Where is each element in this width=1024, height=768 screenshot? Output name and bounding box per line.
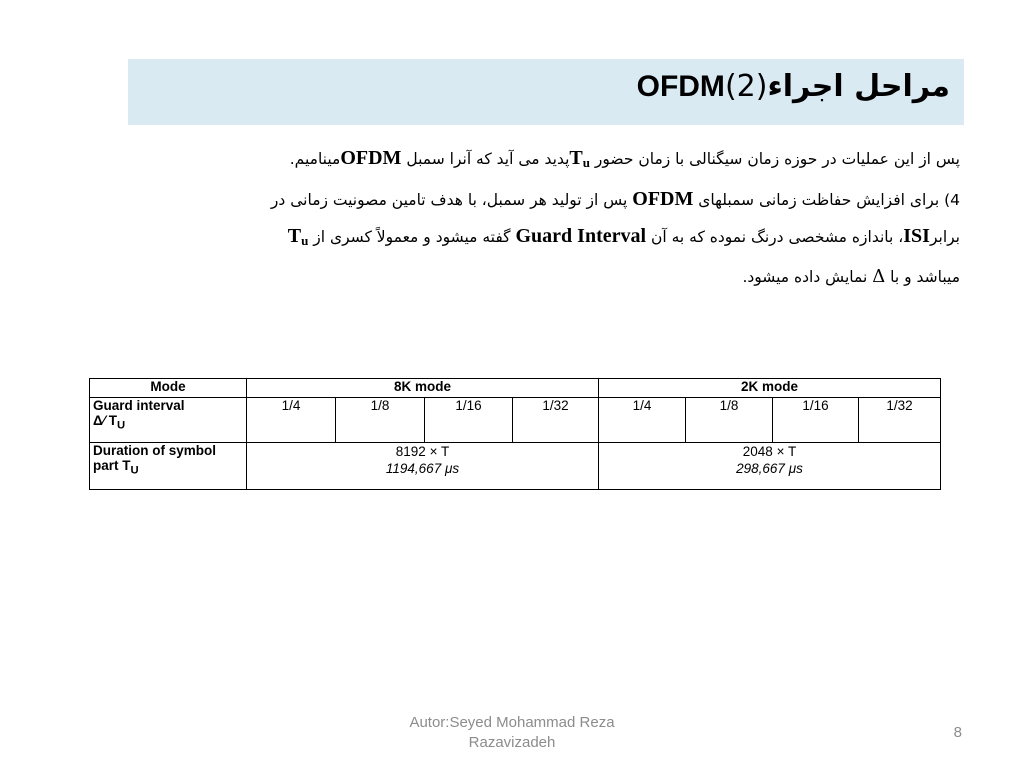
body-line-3 — [52, 218, 960, 259]
text-segment: پس از تولید هر سمبل، با هدف تامین مصونیت زمانی در — [270, 191, 633, 209]
title-fa: مراحل اجراء — [767, 69, 950, 104]
header-2k: 2K mode — [599, 379, 941, 398]
dur-2k — [599, 443, 941, 490]
body-text — [52, 140, 960, 295]
text-segment: میباشد و با — [885, 268, 960, 286]
page-number: 8 — [953, 724, 962, 741]
gi-label-formula: Δ⁄ T — [93, 413, 117, 428]
gi-label-sub: U — [116, 419, 126, 432]
gi-2k-3: 1/16 — [773, 398, 859, 443]
guard-interval-term: Guard Interval — [515, 225, 647, 247]
tu-symbol: T — [569, 147, 583, 169]
dur-2k-samples: 2048 × T — [742, 444, 797, 459]
text-segment: گفته میشود و معمولاً کسری از — [308, 228, 516, 246]
gi-label-line1: Guard interval — [93, 398, 185, 413]
body-line-2 — [52, 181, 960, 218]
table-header-row — [90, 379, 941, 398]
table-row — [90, 398, 941, 443]
text-segment: پس از این عملیات در حوزه زمان سیگنالی با زمان حضور — [589, 150, 960, 168]
text-segment: نمایش داده میشود. — [742, 268, 873, 286]
dur-8k — [247, 443, 599, 490]
footer-author: Autor:Seyed Mohammad Reza Razavizadeh — [409, 714, 615, 751]
text-segment: 4) برای افزایش حفاظت زمانی سمبلهای — [693, 191, 960, 209]
title-ofdm: OFDM — [636, 70, 725, 103]
dur-8k-samples: 8192 × T — [395, 444, 450, 459]
dur-label-sub: U — [130, 464, 139, 477]
slide-title — [637, 69, 950, 104]
gi-8k-3: 1/16 — [425, 398, 513, 443]
isi-term: ISI — [903, 225, 930, 247]
gi-8k-1: 1/4 — [247, 398, 336, 443]
text-segment: برابر — [929, 228, 960, 246]
delta-symbol: Δ — [872, 266, 886, 287]
header-mode: Mode — [90, 379, 247, 398]
body-line-1 — [52, 140, 960, 181]
gi-label — [90, 398, 247, 443]
text-segment: پدید می آید که آنرا سمبل — [401, 150, 570, 168]
table-row — [90, 443, 941, 490]
gi-2k-2: 1/8 — [686, 398, 773, 443]
dur-label-line2 — [93, 458, 246, 477]
mode-table — [89, 378, 941, 490]
text-segment: مینامیم. — [289, 150, 341, 168]
header-8k: 8K mode — [247, 379, 599, 398]
body-line-4 — [52, 259, 960, 295]
tu-subscript: u — [582, 155, 590, 170]
gi-2k-4: 1/32 — [859, 398, 941, 443]
text-segment: ، باندازه مشخصی درنگ نموده که به آن — [646, 228, 904, 246]
dur-label — [90, 443, 247, 490]
tu-subscript: u — [301, 233, 309, 248]
tu-symbol: T — [287, 225, 302, 247]
dur-label-text: part T — [93, 458, 131, 473]
title-bar — [128, 59, 964, 125]
ofdm-term: OFDM — [632, 188, 694, 210]
dur-label-line1: Duration of symbol — [93, 443, 217, 458]
ofdm-term: OFDM — [340, 147, 402, 169]
title-number: (2) — [724, 69, 768, 104]
gi-2k-1: 1/4 — [599, 398, 686, 443]
gi-8k-4: 1/32 — [513, 398, 599, 443]
dur-2k-time: 298,667 μs — [736, 461, 803, 476]
dur-8k-time: 1194,667 μs — [385, 461, 460, 476]
gi-8k-2: 1/8 — [336, 398, 425, 443]
gi-label-line2 — [93, 413, 246, 432]
